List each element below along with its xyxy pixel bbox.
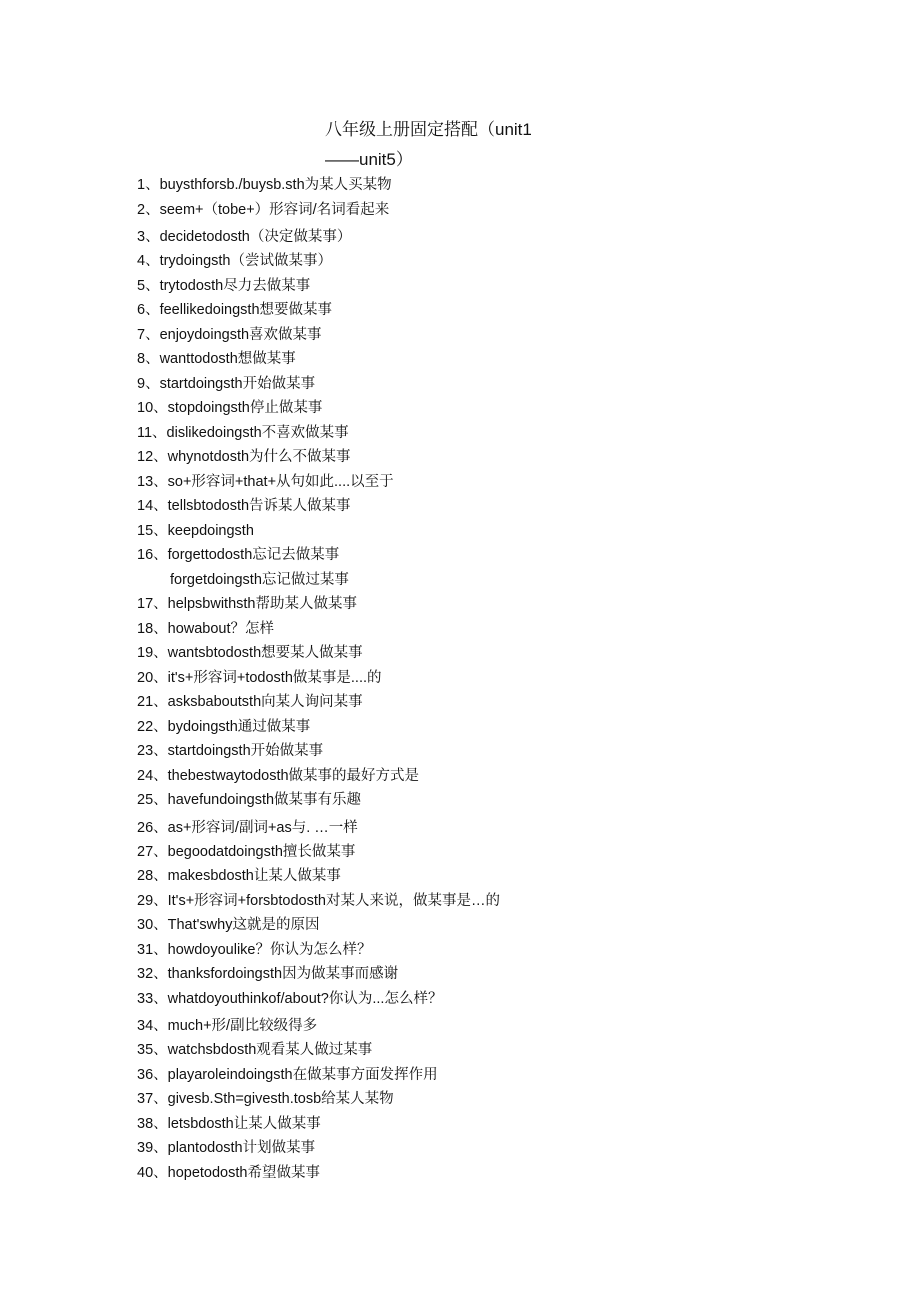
title-line-2: ——unit5） xyxy=(325,150,413,169)
list-item: 39、plantodosth计划做某事 xyxy=(137,1140,316,1156)
list-item: 17、helpsbwithsth帮助某人做某事 xyxy=(137,596,357,612)
list-item: 36、playaroleindoingsth在做某事方面发挥作用 xyxy=(137,1066,438,1083)
list-item: 4、trydoingsth（尝试做某事） xyxy=(137,253,332,269)
phrase-list xyxy=(137,173,837,1185)
list-item: 10、stopdoingsth停止做某事 xyxy=(137,400,323,416)
list-item: 15、keepdoingsth xyxy=(137,522,254,539)
list-item: 8、wanttodosth想做某事 xyxy=(137,351,296,367)
list-item: 40、hopetodosth希望做某事 xyxy=(137,1164,320,1181)
list-item: 21、asksbaboutsth向某人询问某事 xyxy=(137,694,363,710)
list-item: 6、feellikedoingsth想要做某事 xyxy=(137,302,333,318)
list-item: 3、decidetodosth（决定做某事） xyxy=(137,229,352,245)
list-item: 16、forgettodosth忘记去做某事 xyxy=(137,547,340,563)
list-item: 12、whynotdosth为什么不做某事 xyxy=(137,449,351,465)
list-item: 29、It's+形容词+forsbtodosth对某人来说，做某事是…的 xyxy=(137,892,500,909)
list-item: 27、begoodatdoingsth擅长做某事 xyxy=(137,843,356,860)
list-item: 33、whatdoyouthinkof/about?你认为...怎么样？ xyxy=(137,990,443,1007)
list-item: 23、startdoingsth开始做某事 xyxy=(137,743,324,759)
list-item: 19、wantsbtodosth想要某人做某事 xyxy=(137,645,363,661)
list-item: 34、much+形/副比较级得多 xyxy=(137,1018,318,1034)
list-item: 18、howabout？怎样 xyxy=(137,620,275,637)
list-item: 25、havefundoingsth做某事有乐趣 xyxy=(137,792,362,808)
list-item: 30、That'swhy这就是的原因 xyxy=(137,917,320,933)
list-item: 38、letsbdosth让某人做某事 xyxy=(137,1115,321,1132)
list-item: 26、as+形容词/副词+as与. …一样 xyxy=(137,819,358,836)
list-item: 37、givesb.Sth=givesth.tosb给某人某物 xyxy=(137,1091,394,1107)
list-item: 7、enjoydoingsth喜欢做某事 xyxy=(137,326,322,343)
list-item: 24、thebestwaytodosth做某事的最好方式是 xyxy=(137,767,420,784)
list-item: 31、howdoyoulike？你认为怎么样？ xyxy=(137,941,372,958)
list-item: 35、watchsbdosth观看某人做过某事 xyxy=(137,1042,373,1058)
page-title xyxy=(325,115,625,175)
title-line-1: 八年级上册固定搭配（unit1 xyxy=(325,120,532,139)
list-item: 32、thanksfordoingsth因为做某事而感谢 xyxy=(137,966,399,982)
list-item: 11、dislikedoingsth不喜欢做某事 xyxy=(137,424,349,441)
list-item: 9、startdoingsth开始做某事 xyxy=(137,375,316,392)
list-item: 28、makesbdosth让某人做某事 xyxy=(137,868,341,884)
list-item: 1、buysthforsb./buysb.sth为某人买某物 xyxy=(137,177,392,193)
list-item: 5、trytodosth尽力去做某事 xyxy=(137,277,311,294)
list-item: 22、bydoingsth通过做某事 xyxy=(137,718,311,735)
list-item-continuation: forgetdoingsth忘记做过某事 xyxy=(170,571,349,588)
list-item: 2、seem+（tobe+）形容词/名词看起来 xyxy=(137,201,390,218)
list-item: 20、it's+形容词+todosth做某事是....的 xyxy=(137,669,382,686)
list-item: 13、so+形容词+that+从句如此....以至于 xyxy=(137,473,394,490)
list-item: 14、tellsbtodosth告诉某人做某事 xyxy=(137,498,351,514)
